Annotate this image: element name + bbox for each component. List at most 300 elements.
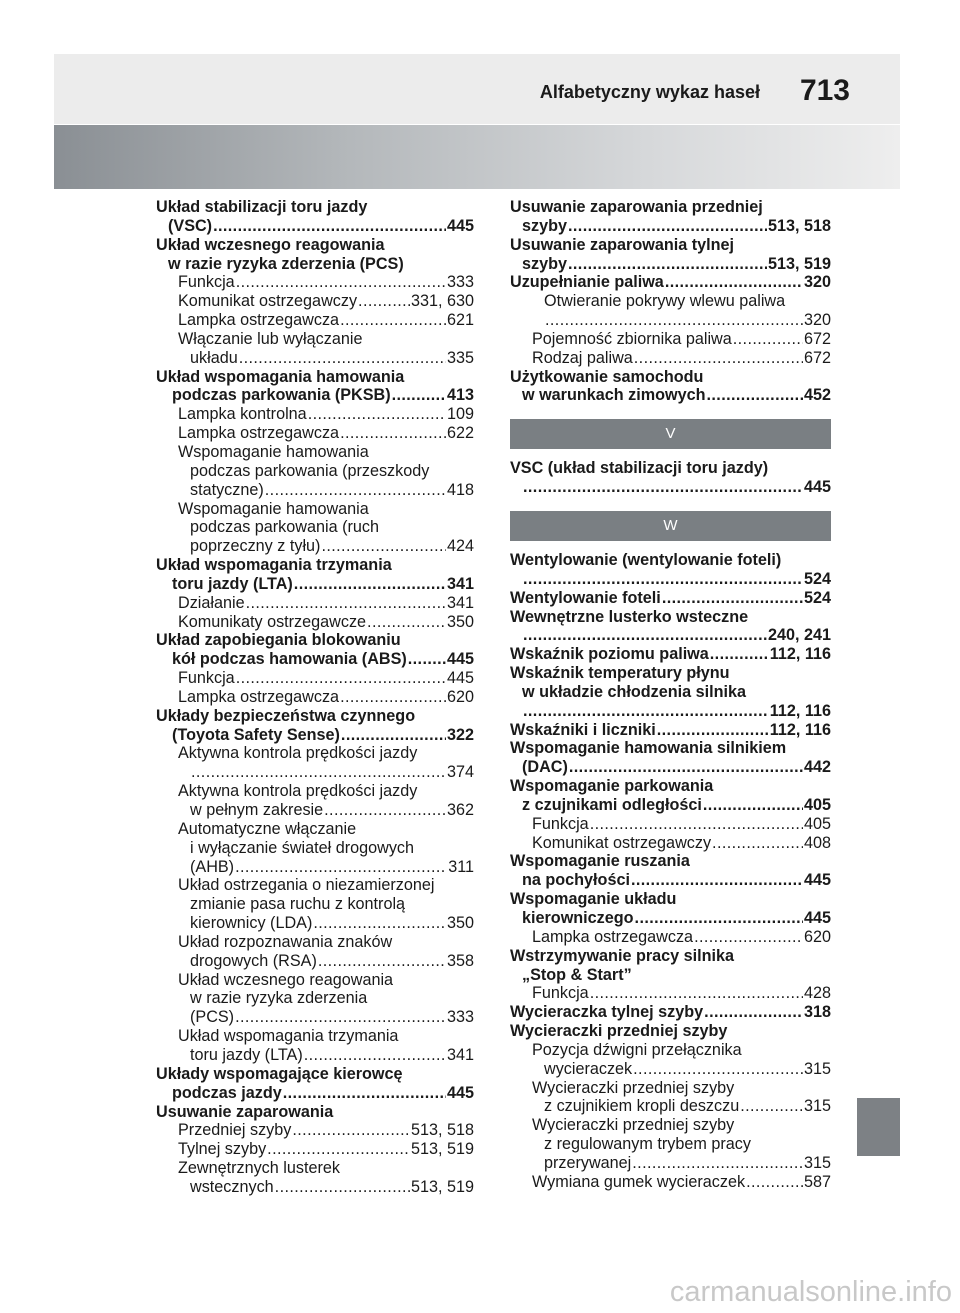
index-entry	[156, 405, 474, 424]
index-entry	[156, 273, 474, 292]
index-entry	[510, 198, 831, 217]
index-entry	[510, 1003, 831, 1022]
page-reference: 331, 630	[410, 292, 474, 311]
index-entry	[510, 551, 831, 570]
page-reference: 112, 116	[769, 720, 831, 739]
page-reference: 413	[446, 386, 474, 405]
entry-text: Aktywna kontrola prędkości jazdy	[178, 782, 418, 801]
index-entry	[156, 368, 474, 387]
index-entry	[156, 820, 474, 839]
index-entry	[510, 330, 831, 349]
index-entry	[510, 570, 831, 589]
index-entry	[510, 834, 831, 853]
dot-leader	[523, 626, 767, 645]
index-entry	[156, 1046, 474, 1065]
page-reference: 311	[448, 857, 474, 876]
dot-leader	[665, 273, 803, 292]
index-entry	[156, 707, 474, 726]
entry-text: Lampka kontrolna	[178, 405, 307, 424]
section-header-w: W	[510, 511, 831, 541]
page-reference: 418	[446, 480, 474, 499]
index-entry	[510, 608, 831, 627]
entry-text: szyby	[522, 254, 567, 273]
index-entry	[156, 443, 474, 462]
page-reference: 112, 116	[769, 701, 831, 720]
dot-leader	[569, 758, 803, 777]
entry-text: Wspomaganie hamowania	[178, 499, 369, 518]
dot-leader	[523, 478, 803, 497]
dot-leader	[275, 1178, 410, 1197]
index-entry	[510, 947, 831, 966]
index-entry	[510, 758, 831, 777]
index-entry	[156, 462, 474, 481]
dot-leader	[568, 217, 767, 236]
index-entry	[510, 478, 831, 497]
index-entry	[156, 895, 474, 914]
index-entry	[510, 217, 831, 236]
page-reference: 405	[803, 795, 831, 814]
dot-leader	[235, 1008, 446, 1027]
dot-leader	[712, 834, 803, 853]
dot-leader	[523, 702, 769, 721]
dot-leader	[733, 330, 803, 349]
entry-text: Lampka ostrzegawcza	[532, 927, 694, 946]
entry-text: Lampka ostrzegawcza	[178, 311, 340, 330]
index-group-v	[510, 459, 831, 497]
page-reference: 333	[446, 1008, 474, 1027]
entry-text: z czujnikami odległości	[522, 795, 702, 814]
index-entry	[510, 721, 831, 740]
entry-text: podczas jazdy	[172, 1083, 282, 1102]
entry-text: Wskaźniki i liczniki	[510, 720, 656, 739]
index-entry	[510, 349, 831, 368]
entry-text: Komunikat ostrzegawczy	[178, 292, 358, 311]
index-entry	[510, 928, 831, 947]
entry-text: Układ wspomagania hamowania	[156, 367, 405, 386]
dot-leader	[746, 1173, 803, 1192]
entry-text: (Toyota Safety Sense)	[172, 725, 340, 744]
page-reference: 320	[803, 311, 831, 330]
index-entry	[510, 1041, 831, 1060]
dot-leader	[631, 871, 803, 890]
entry-text: Wskaźnik poziomu paliwa	[510, 645, 709, 664]
entry-text: Rodzaj paliwa	[532, 348, 633, 367]
page-reference: 320	[803, 273, 831, 292]
index-entry	[156, 1103, 474, 1122]
dot-leader	[213, 217, 446, 236]
dot-leader	[304, 1046, 446, 1065]
index-entry	[510, 664, 831, 683]
page-reference: 350	[446, 612, 474, 631]
dot-leader	[703, 796, 803, 815]
dot-leader	[308, 405, 446, 424]
index-entry	[156, 386, 474, 405]
entry-text: przerywanej	[544, 1153, 632, 1172]
entry-text: „Stop & Start”	[522, 965, 632, 984]
index-entry	[510, 626, 831, 645]
entry-text: Wycieraczki przedniej szyby	[532, 1078, 735, 1097]
dot-leader	[340, 688, 446, 707]
dot-leader	[283, 1084, 446, 1103]
page-reference: 405	[803, 814, 831, 833]
entry-text: Układ wczesnego reagowania	[178, 970, 394, 989]
index-entry	[510, 1173, 831, 1192]
dot-leader	[632, 1154, 803, 1173]
entry-text: (DAC)	[522, 758, 568, 777]
page-reference: 374	[446, 763, 474, 782]
index-group-u	[510, 198, 831, 405]
entry-text: szyby	[522, 216, 567, 235]
index-entry	[156, 763, 474, 782]
entry-text: Wycieraczki przedniej szyby	[510, 1022, 728, 1041]
page-reference: 445	[803, 478, 831, 497]
dot-leader	[340, 311, 446, 330]
entry-text: Układy bezpieczeństwa czynnego	[156, 706, 416, 725]
dot-leader	[635, 909, 803, 928]
index-entry	[156, 500, 474, 519]
page-reference: 442	[803, 758, 831, 777]
page-reference: 240, 241	[767, 626, 831, 645]
page-reference: 315	[803, 1059, 831, 1078]
index-entry	[510, 1135, 831, 1154]
entry-text: statyczne)	[190, 480, 264, 499]
page-number: 713	[799, 74, 850, 107]
index-entry	[510, 589, 831, 608]
page-reference: 620	[803, 927, 831, 946]
index-entry	[156, 1121, 474, 1140]
index-column-right	[510, 198, 831, 1192]
dot-leader	[392, 386, 446, 405]
entry-text: Pojemność zbiornika paliwa	[532, 329, 732, 348]
dot-leader	[634, 349, 803, 368]
page-reference: 315	[803, 1153, 831, 1172]
dot-leader	[657, 721, 769, 740]
watermark: carmanualsonline.info	[669, 1276, 952, 1308]
index-entry	[510, 273, 831, 292]
dot-leader	[367, 613, 446, 632]
index-entry	[510, 966, 831, 985]
page-reference: 428	[803, 984, 831, 1003]
index-entry	[510, 1097, 831, 1116]
dot-leader	[704, 1003, 803, 1022]
header-gradient-bar	[54, 125, 900, 189]
entry-text: z regulowanym trybem pracy	[544, 1135, 751, 1154]
entry-text: Lampka ostrzegawcza	[178, 424, 340, 443]
page-reference: 672	[803, 329, 831, 348]
index-entry	[510, 1116, 831, 1135]
index-entry	[156, 518, 474, 537]
index-entry	[510, 1079, 831, 1098]
index-entry	[510, 292, 831, 311]
index-entry	[156, 631, 474, 650]
dot-leader	[239, 349, 446, 368]
page-reference: 109	[446, 405, 474, 424]
dot-leader	[633, 1060, 803, 1079]
index-entry	[156, 330, 474, 349]
page-reference: 452	[803, 386, 831, 405]
index-entry	[156, 1178, 474, 1197]
entry-text: Układy wspomagające kierowcę	[156, 1064, 403, 1083]
entry-text: z czujnikiem kropli deszczu	[544, 1097, 740, 1116]
index-entry	[156, 650, 474, 669]
entry-text: Wspomaganie hamowania	[178, 442, 369, 461]
entry-text: kierowniczego	[522, 909, 634, 927]
page-reference: 408	[803, 833, 831, 852]
index-column-left	[156, 198, 474, 1197]
section-title: Alfabetyczny wykaz haseł	[539, 82, 760, 102]
index-entry	[156, 876, 474, 895]
entry-text: toru jazdy (LTA)	[172, 574, 293, 593]
dot-leader	[662, 589, 803, 608]
entry-text: Wspomaganie parkowania	[510, 777, 714, 796]
dot-leader	[294, 575, 446, 594]
entry-text: Pozycja dźwigni przełącznika	[532, 1040, 742, 1059]
dot-leader	[265, 481, 446, 500]
entry-text: Włączanie lub wyłączanie	[178, 329, 363, 348]
entry-text: Wymiana gumek wycieraczek	[532, 1172, 746, 1191]
entry-text: zmianie pasa ruchu z kontrolą	[190, 895, 406, 914]
entry-text: Wewnętrzne lusterko wsteczne	[510, 607, 749, 626]
entry-text: poprzeczny z tyłu)	[190, 537, 321, 556]
entry-text: Automatyczne włączanie	[178, 819, 357, 838]
index-entry	[156, 933, 474, 952]
dot-leader	[707, 386, 803, 405]
thumb-index-tab	[857, 1098, 900, 1156]
entry-text: Tylnej szyby	[178, 1140, 267, 1159]
index-entry	[156, 594, 474, 613]
entry-text: podczas parkowania (przeszkody	[190, 461, 430, 480]
index-entry	[156, 1027, 474, 1046]
index-entry	[156, 424, 474, 443]
index-entry	[510, 852, 831, 871]
dot-leader	[191, 763, 446, 782]
page-reference: 445	[803, 909, 831, 927]
index-entry	[510, 777, 831, 796]
index-entry	[510, 909, 831, 928]
entry-text: Funkcja	[178, 669, 235, 688]
page-reference: 524	[803, 569, 831, 588]
entry-text: w razie ryzyka zderzenia (PCS)	[168, 254, 404, 273]
entry-text: (PCS)	[190, 1008, 235, 1027]
entry-text: Komunikaty ostrzegawcze	[178, 612, 367, 631]
entry-text: Uzupełnianie paliwa	[510, 273, 664, 292]
entry-text: Komunikat ostrzegawczy	[532, 833, 712, 852]
page-reference: 620	[446, 687, 474, 706]
index-entry	[156, 349, 474, 368]
index-entry	[510, 871, 831, 890]
dot-leader	[236, 669, 446, 688]
page-reference: 341	[446, 593, 474, 612]
entry-text: Funkcja	[178, 273, 235, 292]
entry-text: Układ wspomagania trzymania	[156, 556, 392, 575]
index-entry	[156, 1140, 474, 1159]
page-reference: 112, 116	[769, 645, 831, 664]
index-entry	[510, 311, 831, 330]
page-header	[54, 54, 900, 124]
dot-leader	[740, 1097, 803, 1116]
entry-text: Usuwanie zaparowania przedniej	[510, 198, 763, 216]
entry-text: kierownicy (LDA)	[190, 914, 313, 933]
entry-text: Usuwanie zaparowania	[156, 1102, 334, 1121]
index-entry	[156, 989, 474, 1008]
index-entry	[510, 739, 831, 758]
entry-text: Wstrzymywanie pracy silnika	[510, 946, 735, 965]
index-entry	[156, 801, 474, 820]
page-reference: 445	[446, 216, 474, 235]
dot-leader	[292, 1121, 410, 1140]
index-entry	[156, 311, 474, 330]
entry-text: toru jazdy (LTA)	[190, 1045, 303, 1064]
entry-text: Układ wczesnego reagowania	[156, 235, 385, 254]
entry-text: kół podczas hamowania (ABS)	[172, 650, 407, 669]
entry-text: Układ wspomagania trzymania	[178, 1027, 399, 1046]
page-reference: 333	[446, 273, 474, 292]
page-reference: 341	[446, 1045, 474, 1064]
entry-text: (AHB)	[190, 857, 235, 876]
entry-text: Wycieraczki przedniej szyby	[532, 1116, 735, 1135]
page-reference: 362	[446, 801, 474, 819]
index-entry	[156, 481, 474, 500]
page-reference: 587	[803, 1172, 831, 1191]
entry-text: na pochyłości	[522, 871, 630, 890]
entry-text: podczas parkowania (PKSB)	[172, 386, 391, 405]
entry-text: w układzie chłodzenia silnika	[522, 682, 746, 701]
index-entry	[510, 890, 831, 909]
entry-text: Wspomaganie układu	[510, 890, 677, 909]
dot-leader	[313, 914, 446, 933]
index-entry	[510, 1022, 831, 1041]
section-header-v: V	[510, 419, 831, 449]
index-entry	[156, 726, 474, 745]
entry-text: Usuwanie zaparowania tylnej	[510, 235, 734, 254]
index-entry	[156, 744, 474, 763]
page-reference: 315	[803, 1097, 831, 1116]
dot-leader	[324, 801, 446, 820]
index-entry	[510, 815, 831, 834]
entry-text: Działanie	[178, 593, 245, 612]
index-entry	[510, 255, 831, 274]
page-reference: 513, 518	[410, 1121, 474, 1140]
dot-leader	[694, 928, 803, 947]
entry-text: podczas parkowania (ruch	[190, 518, 379, 537]
index-entry	[156, 782, 474, 801]
page-reference: 424	[446, 537, 474, 556]
entry-text: Wspomaganie ruszania	[510, 852, 690, 871]
dot-leader	[267, 1140, 410, 1159]
page-reference: 341	[446, 574, 474, 593]
dot-leader	[341, 726, 446, 745]
page-reference: 358	[446, 951, 474, 970]
entry-text: Wspomaganie hamowania silnikiem	[510, 739, 787, 758]
dot-leader	[358, 292, 410, 311]
page-reference: 513, 518	[767, 216, 831, 235]
entry-text: drogowych (RSA)	[190, 951, 317, 970]
page-reference: 513, 519	[767, 254, 831, 273]
entry-text: Układ rozpoznawania znaków	[178, 932, 393, 951]
entry-text: Wentylowanie foteli	[510, 588, 661, 607]
index-group-w	[510, 551, 831, 1192]
entry-text: w razie ryzyka zderzenia	[190, 989, 368, 1008]
index-entry	[156, 1084, 474, 1103]
page-reference: 524	[803, 588, 831, 607]
index-entry	[510, 1060, 831, 1079]
index-entry	[510, 645, 831, 664]
index-entry	[510, 236, 831, 255]
index-entry	[510, 1154, 831, 1173]
dot-leader	[235, 858, 447, 877]
index-entry	[156, 556, 474, 575]
entry-text: Wentylowanie (wentylowanie foteli)	[510, 550, 782, 569]
index-entry	[156, 971, 474, 990]
entry-text: Aktywna kontrola prędkości jazdy	[178, 744, 418, 763]
index-entry	[510, 386, 831, 405]
entry-text: Wskaźnik temperatury płynu	[510, 664, 730, 683]
page-reference: 445	[446, 1083, 474, 1102]
entry-text: układu	[190, 348, 238, 367]
index-entry	[156, 914, 474, 933]
page-reference: 350	[446, 914, 474, 933]
page-reference: 322	[446, 725, 474, 744]
page-reference: 335	[446, 348, 474, 367]
entry-text: Funkcja	[532, 814, 589, 833]
index-entry	[510, 459, 831, 478]
entry-text: (VSC)	[168, 216, 213, 235]
index-entry	[156, 537, 474, 556]
index-entry	[156, 839, 474, 858]
index-entry	[156, 688, 474, 707]
index-entry	[510, 683, 831, 702]
entry-text: Układ ostrzegania o niezamierzonej	[178, 876, 435, 895]
dot-leader	[590, 815, 803, 834]
entry-text: Lampka ostrzegawcza	[178, 687, 340, 706]
dot-leader	[568, 255, 767, 274]
index-entry	[156, 613, 474, 632]
index-entry	[156, 1008, 474, 1027]
entry-text: Układ zapobiegania blokowaniu	[156, 631, 401, 650]
index-entry	[156, 292, 474, 311]
index-entry	[156, 1065, 474, 1084]
index-entry	[510, 984, 831, 1003]
page-reference: 622	[446, 424, 474, 443]
entry-text: w pełnym zakresie	[190, 801, 324, 819]
dot-leader	[590, 984, 803, 1003]
page-reference: 513, 519	[410, 1140, 474, 1159]
page-reference: 672	[803, 348, 831, 367]
page-reference: 318	[803, 1003, 831, 1022]
index-entry	[510, 368, 831, 387]
index-entry	[510, 796, 831, 815]
index-entry	[156, 858, 474, 877]
dot-leader	[321, 537, 446, 556]
page-reference: 513, 519	[410, 1177, 474, 1196]
dot-leader	[340, 424, 446, 443]
dot-leader	[408, 650, 446, 669]
index-entry	[156, 198, 474, 217]
entry-text: Zewnętrznych lusterek	[178, 1159, 340, 1178]
index-entry	[156, 669, 474, 688]
entry-text: Funkcja	[532, 984, 589, 1003]
entry-text: Użytkowanie samochodu	[510, 367, 704, 386]
entry-text: w warunkach zimowych	[522, 386, 706, 405]
index-entry	[156, 217, 474, 236]
page-reference: 445	[446, 669, 474, 688]
index-entry	[156, 1159, 474, 1178]
entry-text: i wyłączanie świateł drogowych	[190, 838, 415, 857]
entry-text: wycieraczek	[544, 1059, 633, 1078]
index-entry	[156, 952, 474, 971]
page-reference: 445	[446, 650, 474, 669]
page-reference: 621	[446, 311, 474, 330]
